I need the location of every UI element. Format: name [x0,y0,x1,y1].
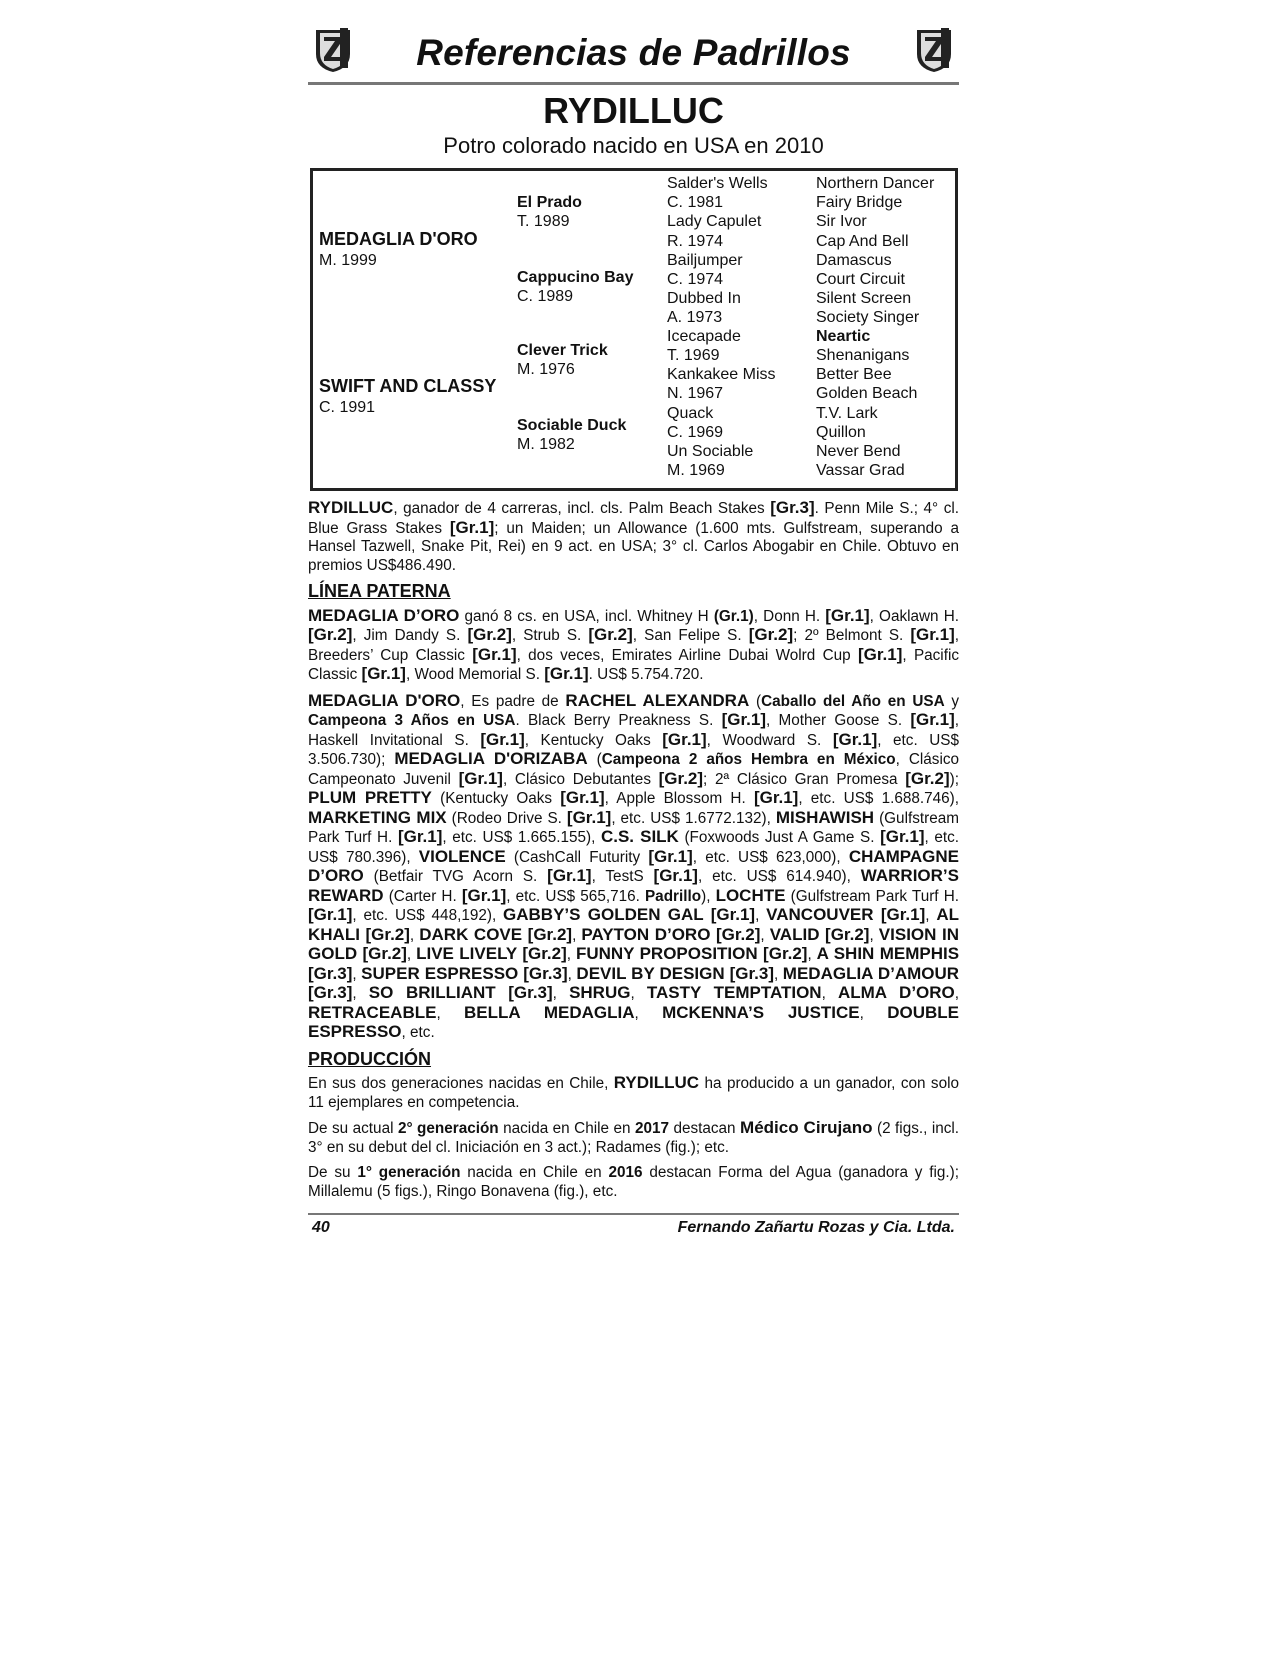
produccion-paragraph-3: De su 1° generación nacida en Chile en 2016 destacan Forma del Agua (ganadora y fig.); Millalemu (5 figs.), Ringo Bonavena (fig.), etc. [308,1164,959,1200]
gen3-cell: T. 1969 [667,347,720,364]
gen4-cell: Northern Dancer [816,175,935,192]
gen3-cell: M. 1969 [667,462,725,479]
gen3-cell: C. 1974 [667,271,724,288]
gen4-cell: Fairy Bridge [816,194,903,211]
gen4-cell: Society Singer [816,309,920,326]
gen4-cell: Vassar Grad [816,462,905,479]
company-name: Fernando Zañartu Rozas y Cia. Ltda. [677,1219,955,1236]
page-number: 40 [312,1219,330,1236]
gen4-cell: Shenanigans [816,347,910,364]
article-body [308,499,959,1201]
gen2-info: M. 1976 [517,361,575,378]
gen2-name: El Prado [517,194,582,211]
dam-info: C. 1991 [319,399,376,416]
gen3-cell: Dubbed In [667,290,741,307]
produccion-paragraph-2: De su actual 2° generación nacida en Chile en 2017 destacan Médico Cirujano (2 figs., incl. 3° en su debut del cl. Iniciación en 3 act.); Radames (fig.); etc. [308,1118,960,1156]
gen2-info: C. 1989 [517,288,574,305]
gen3-cell: Bailjumper [667,252,743,269]
gen2-name: Sociable Duck [517,417,627,434]
gen2-name: Cappucino Bay [517,269,634,286]
page [308,22,959,1243]
gen4-cell: Sir Ivor [816,213,867,230]
gen4-cell: Court Circuit [816,271,905,288]
gen2-info: T. 1989 [517,213,570,230]
gen4-cell: Cap And Bell [816,233,909,250]
footer-divider [308,1213,959,1215]
page-header [308,22,959,80]
sire-name: MEDAGLIA D'ORO [319,229,478,249]
intro-paragraph: RYDILLUC, ganador de 4 carreras, incl. cls. Palm Beach Stakes [Gr.3]. Penn Mile S.; 4° cl. Blue Grass Stakes [Gr.1]; un Maiden; un Allowance (1.600 mts. Gulfstream, superando a Hansel Tazwell, Snake Pit, Rei) en 9 act. en USA; 3° cl. Carlos Abogabir en Chile. Obtuvo en premios US$486.490. [308,498,959,574]
page-footer [308,1219,959,1243]
paterna-paragraph-2: MEDAGLIA D'ORO, Es padre de RACHEL ALEXANDRA (Caballo del Año en USA y Campeona 3 Años en USA. Black Berry Preakness S. [Gr.1], Mother Goose S. [Gr.1], Haskell Invitational S. [Gr.1], Kentucky Oaks [Gr.1], Woodward S. [Gr.1], etc. US$ 3.506.730); MEDAGLIA D'ORIZABA (Campeona 2 años Hembra en México, Clásico Campeonato Juvenil [Gr.1], Clásico Debutantes [Gr.2]; 2ª Clásico Gran Promesa [Gr.2]); PLUM PRETTY (Kentucky Oaks [Gr.1], Apple Blossom H. [Gr.1], etc. US$ 1.688.746), MARKETING MIX (Rodeo Drive S. [Gr.1], etc. US$ 1.6772.132), MISHAWISH (Gulfstream Park Turf H. [Gr.1], etc. US$ 1.665.155), C.S. SILK (Foxwoods Just A Game S. [Gr.1], etc. US$ 780.396), VIOLENCE (CashCall Futurity [Gr.1], etc. US$ 623,000), CHAMPAGNE D’ORO (Betfair TVG Acorn S. [Gr.1], TestS [Gr.1], etc. US$ 614.940), WARRIOR’S REWARD (Carter H. [Gr.1], etc. US$ 565,716. Padrillo), LOCHTE (Gulfstream Park Turf H. [Gr.1], etc. US$ 448,192), GABBY’S GOLDEN GAL [Gr.1], VANCOUVER [Gr.1], AL KHALI [Gr.2], DARK COVE [Gr.2], PAYTON D’ORO [Gr.2], VALID [Gr.2], VISION IN GOLD [Gr.2], LIVE LIVELY [Gr.2], FUNNY PROPOSITION [Gr.2], A SHIN MEMPHIS [Gr.3], SUPER ESPRESSO [Gr.3], DEVIL BY DESIGN [Gr.3], MEDAGLIA D’AMOUR [Gr.3], SO BRILLIANT [Gr.3], SHRUG, TASTY TEMPTATION, ALMA D’ORO, RETRACEABLE, BELLA MEDAGLIA, MCKENNA’S JUSTICE, DOUBLE ESPRESSO, etc. [308,690,960,1041]
page-title: Referencias de Padrillos [416,32,851,73]
gen2-name: Clever Trick [517,342,608,359]
gen3-cell: C. 1969 [667,424,724,441]
gen4-cell: Quillon [816,424,866,441]
gen3-cell: N. 1967 [667,385,724,402]
zr-logo-icon [911,24,957,74]
gen3-cell: R. 1974 [667,233,724,250]
gen3-cell: Quack [667,405,714,422]
gen3-cell: Lady Capulet [667,213,762,230]
gen4-cell: T.V. Lark [816,405,878,422]
sire-info: M. 1999 [319,252,377,269]
section-heading-paterna: LÍNEA PATERNA [308,581,451,601]
gen2-info: M. 1982 [517,436,575,453]
horse-name: RYDILLUC [543,90,724,131]
gen4-cell: Damascus [816,252,892,269]
gen3-cell: Un Sociable [667,443,754,460]
gen4-cell: Golden Beach [816,385,918,402]
header-divider [308,82,959,85]
gen3-cell: Salder's Wells [667,175,768,192]
gen3-cell: Kankakee Miss [667,366,776,383]
gen3-cell: Icecapade [667,328,741,345]
gen4-cell: Better Bee [816,366,892,383]
dam-name: SWIFT AND CLASSY [319,376,497,396]
horse-subtitle: Potro colorado nacido en USA en 2010 [443,133,824,158]
paterna-paragraph-1: MEDAGLIA D’ORO ganó 8 cs. en USA, incl. Whitney H (Gr.1), Donn H. [Gr.1], Oaklawn H. [Gr.2], Jim Dandy S. [Gr.2], Strub S. [Gr.2], San Felipe S. [Gr.2]; 2º Belmont S. [Gr.1], Breeders’ Cup Classic [Gr.1], dos veces, Emirates Airline Dubai Wolrd Cup [Gr.1], Pacific Classic [Gr.1], Wood Memorial S. [Gr.1]. US$ 5.754.720. [308,605,960,683]
pedigree-table [310,168,958,491]
section-heading-produccion: PRODUCCIÓN [308,1048,432,1069]
gen3-cell: A. 1973 [667,309,723,326]
gen4-cell: Silent Screen [816,290,912,307]
produccion-paragraph-1: En sus dos generaciones nacidas en Chile, RYDILLUC ha producido a un ganador, con solo 11 ejemplares en competencia. [308,1073,959,1111]
gen3-cell: C. 1981 [667,194,724,211]
gen4-cell: Neartic [816,328,871,345]
gen4-cell: Never Bend [816,443,901,460]
